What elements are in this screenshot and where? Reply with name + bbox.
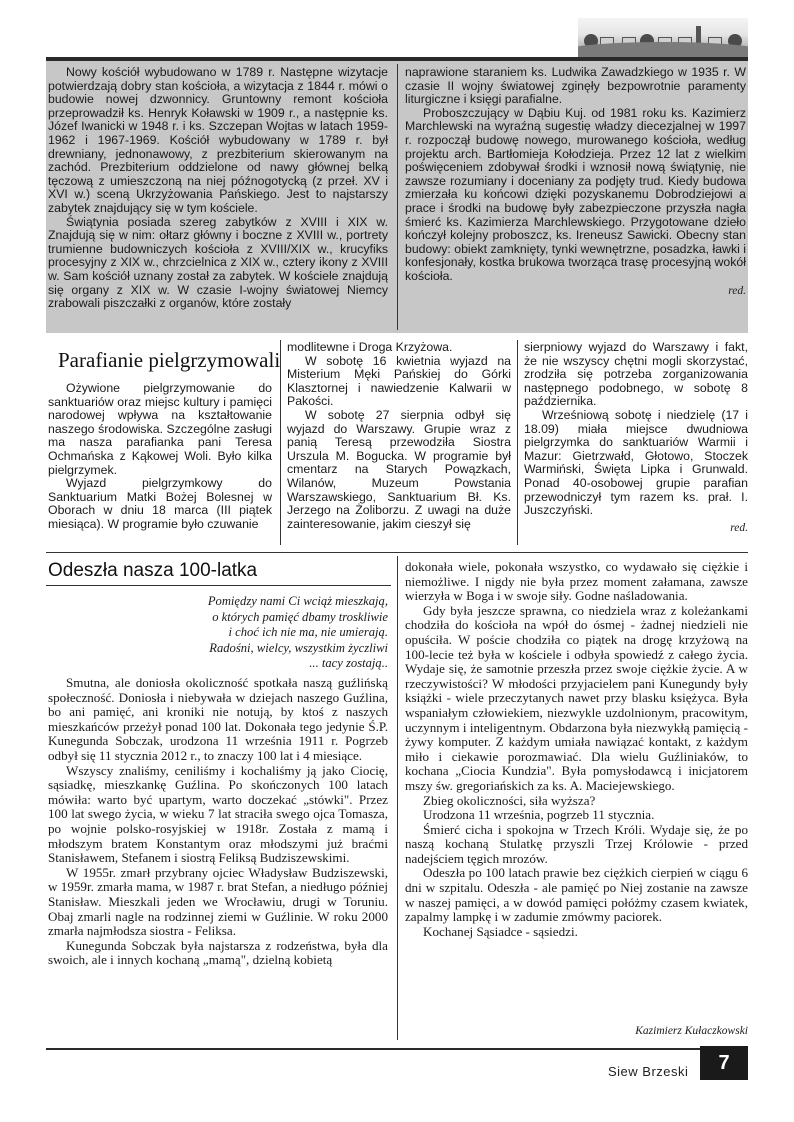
memorial-poem xyxy=(46,594,388,672)
paragraph: Śmierć cicha i spokojna w Trzech Króli. Wydaje się, że po naszą kochaną Stulatkę przyszli Trzej Królowie - przed nadejściem tęgich mrozów. xyxy=(405,821,748,866)
paragraph: Gdy była jeszcze sprawna, co niedziela wraz z koleżankami chodziła do kościoła na wpół do ósmej - żadnej niedzieli nie opuściła. W poście chodziła co piątek na drogę krzyżową na 100-lecie też była w kościele i odbyła spowiedź z całego życia. Wydaje się, że samotnie przeszła przez swoje ciężkie życie. A w rzeczywistości? W młodości przyjacielem pani Kunegundy były książki - wiele przeczytanych nawet przy blasku księżyca. Była wspaniałym człowiekiem, niezwykle uzdolnionym, pracowitym, uczynnym i inteligentnym. Obdarzona była niezwykłą pamięcią - żywy komputer. Z każdym umiała nawiązać kontakt, z każdym miło i ciekawie porozmawiać. Dla wielu Guźliniaków, to kochana „Ciocia Kundzia". Była pomysłodawcą i inicjatorem mszy św. gregoriańskich za ks. A. Maciejewskiego. xyxy=(405,602,748,793)
article-obituary-col-1 xyxy=(48,676,388,968)
paragraph: sierpniowy wyjazd do Warszawy i fakt, że nie wszyscy chętni mogli skorzystać, zrodziła się potrzeba zorganizowania następnego podobnego, w sobotę 8 października. xyxy=(524,340,748,409)
article-church-col-2 xyxy=(405,66,746,298)
section-title-pilgrimage: Parafianie pielgrzymowali xyxy=(58,348,281,372)
paragraph: Wyjazd pielgrzymkowy do Sanktuarium Matki Bożej Bolesnej w Oborach w dniu 18 marca (III piątek miesiąca). W programie było czuwanie xyxy=(48,476,272,531)
paragraph: Wszyscy znaliśmy, ceniliśmy i kochaliśmy ją jako Ciocię, sąsiadkę, mieszkankę Guźlina. Po skończonych 100 latach mówiła: warto być upartym, warto doczekać „stówki". Przez 100 lat swego życia, w wieku 7 lat straciła swego ojca Tomasza, po wojnie polsko-rosyjskiej w 1918r. Została z mamą i młodszym bratem Konstantym oraz młodszymi już braćmi Stanisławem, Stefanem i siostrą Feliksą Budziszewskimi. xyxy=(48,762,388,866)
paragraph: Zbieg okoliczności, siła wyższa? xyxy=(423,792,596,808)
column-divider xyxy=(397,556,398,1040)
poem-line: ... tacy zostają.. xyxy=(309,656,388,670)
paragraph: Smutna, ale doniosła okoliczność spotkała naszą guźlińską społeczność. Doniosła i niebywała w dziejach naszego Guźlina, bo ani pamięć, ani kroniki nie notują, by ktoś z naszych mieszkańców przeżył ponad 100 lat. Dokonała tego jedynie Ś.P. Kunegunda Sobczak, urodzona 11 września 1911 r. Pogrzeb odbył się 11 stycznia 2012 r., to znaczy 100 lat i 4 miesiące. xyxy=(48,675,388,763)
poem-line: o których pamięć dbamy troskliwie xyxy=(212,609,388,624)
article-pilgrimage-col-1 xyxy=(48,382,272,532)
paragraph: W 1955r. zmarł przybrany ojciec Władysław Budziszewski, w 1959r. zmarła mama, w 1987 r. brat Stefan, a niedługo później Stanisław. Mieszkali jeden we Wrocławiu, drugi w Toruniu. Obaj zmarli nagle na rodzinnej ziemi w Guźlinie. W roku 2000 zmarła najmłodsza siostra - Feliksa. xyxy=(48,864,388,939)
article-pilgrimage-col-3 xyxy=(524,341,748,535)
footer-rule xyxy=(46,1048,748,1050)
section-divider xyxy=(46,552,748,553)
column-divider xyxy=(280,340,281,545)
column-divider xyxy=(517,340,518,545)
paragraph: Kochanej Sąsiadce - sąsiedzi. xyxy=(423,923,578,939)
author-signature: Kazimierz Kułaczkowski xyxy=(635,1025,748,1037)
publication-name: Siew Brzeski xyxy=(608,1064,689,1079)
article-church-col-1 xyxy=(48,66,388,311)
poem-line: Pomiędzy nami Ci wciąż mieszkają, xyxy=(207,594,388,608)
poem-line: Radośni, wielcy, wszystkim życzliwi xyxy=(209,640,388,655)
article-obituary-col-2 xyxy=(405,560,748,939)
poem-line: i choć ich nie ma, nie umierają. xyxy=(228,625,388,639)
header-landscape-photo xyxy=(578,18,748,58)
paragraph: Świątynia posiada szereg zabytków z XVIII i XIX w. Znajdują się w nim: ołtarz główny i boczne z XVIII w., portrety trumienne budowniczych kościoła z XVIII/XIX w., krucyfiks procesyjny z XIX w., chrzcielnica z XIX w., cztery ikony z XVIII w. Sam kościół uznany został za zabytek. W kościele znajdują się organy z XIX w. W czasie I-wojny światowej Niemcy zrabowali piszczałki z organów, które zostały xyxy=(48,214,388,311)
paragraph: Proboszczujący w Dąbiu Kuj. od 1981 roku ks. Kazimierz Marchlewski na wyraźną sugestię władzy diecezjalnej w 1997 r. rozpoczął budowę nowego, murowanego kościoła, według projektu arch. Bartłomieja Kołodzieja. Przez 12 lat z wielkim poświęceniem zdobywał środki i wznosił nową świątynię, nie zawsze rozumiany i doceniany za podjęty trud. Kiedy budowa zmierzała ku końcowi dzięki pozyskanemu Dobrodziejowi a prace i środki na budowę były zabezpieczone przyszła nagła śmierć ks. Kazimierza Marchlewskiego. Przygotowane dzieło kończył kolejny proboszcz, ks. Ireneusz Sawicki. Obecny stan budowy: obiekt zamknięty, tynki wewnętrzne, posadzka, ławki i konfesjonały, kostka brukowa tworząca trasę procesyjną wokół kościoła. xyxy=(405,105,746,283)
paragraph: naprawione staraniem ks. Ludwika Zawadzkiego w 1935 r. W czasie II wojny światowej zginęły bezpowrotnie paramenty liturgiczne i księgi parafialne. xyxy=(405,65,746,107)
section-title-obituary: Odeszła nasza 100-latka xyxy=(48,560,258,581)
column-divider xyxy=(397,64,398,330)
paragraph: Nowy kościół wybudowano w 1789 r. Następne wizytacje potwierdzają dobry stan kościoła, a wizytacja z 1844 r. mówi o budowie nowej dzwonnicy. Gruntowny remont kościoła przeprowadził ks. Henryk Koławski w 1909 r., a następnie ks. Józef Iwanicki w 1948 r. i ks. Szczepan Wojtas w latach 1959-1962 i 1967-1969. Kościół wybudowany w 1789 r. był drewniany, jednonawowy, z prezbiterium skierowanym na zachód. Prezbiterium oddzielone od nawy głównej belką tęczową z umieszczoną na niej późnogotycką (z przeł. XV i XVI w.) sceną Ukrzyżowania Pańskiego. Jest to najstarszy zabytek znajdujący się w tym kościele. xyxy=(48,65,388,215)
article-pilgrimage-col-2 xyxy=(287,341,511,531)
page-number: 7 xyxy=(700,1046,748,1080)
paragraph: Ożywione pielgrzymowanie do sanktuariów oraz miejsc kultury i pamięci narodowej wpływa na kształtowanie naszego środowiska. Szczególne zasługi ma nasza parafianka pani Teresa Ochmańska z Kąkowej Woli. Było kilka pielgrzymek. xyxy=(48,381,272,477)
paragraph: Urodzona 11 września, pogrzeb 11 stycznia. xyxy=(423,807,655,823)
paragraph: modlitewne i Droga Krzyżowa. xyxy=(287,340,453,354)
title-underline xyxy=(46,585,391,586)
paragraph: Kunegunda Sobczak była najstarsza z rodzeństwa, była dla swoich, ale i innych kochaną „mamą", dzielną kobietą xyxy=(48,937,388,968)
paragraph: dokonała wiele, pokonała wszystko, co wydawało się ciężkie i niemożliwe. I nigdy nie była przez moment załamana, zawsze wierzyła w Boga i w swoje siły. Godne naśladowania. xyxy=(405,559,748,604)
signature: red. xyxy=(728,284,746,297)
paragraph: W sobotę 27 sierpnia odbył się wyjazd do Warszawy. Grupie wraz z panią Teresą przewodziła Siostra Urszula M. Bogucka. W programie był cmentarz na Starych Powązkach, Wilanów, Muzeum Powstania Warszawskiego, Sanktuarium Bł. Ks. Jerzego na Żoliborzu. Z uwagi na duże zainteresowanie, jakim cieszył się xyxy=(287,407,511,531)
signature: red. xyxy=(730,521,748,534)
paragraph: W sobotę 16 kwietnia wyjazd na Misterium Męki Pańskiej do Górki Klasztornej i nawiedzenie Kalwarii w Pakości. xyxy=(287,353,511,409)
paragraph: Odeszła po 100 latach prawie bez ciężkich cierpień w ciągu 6 dni w szpitalu. Odeszła - ale pamięć po Niej zostanie na zawsze w naszej pamięci, a w dowód pamięci połóżmy czasem kwiatek, zapalmy lampkę i w zadumie zmówmy paciorek. xyxy=(405,865,748,925)
paragraph: Wrześniową sobotę i niedzielę (17 i 18.09) miała miejsce dwudniowa pielgrzymka do sanktuariów Warmii i Mazur: Gietrzwałd, Głotowo, Stoczek Warmiński, Święta Lipka i Grunwald. Ponad 40-osobowej grupie parafian przewodniczył tym razem ks. prał. I. Juszczyński. xyxy=(524,407,748,518)
